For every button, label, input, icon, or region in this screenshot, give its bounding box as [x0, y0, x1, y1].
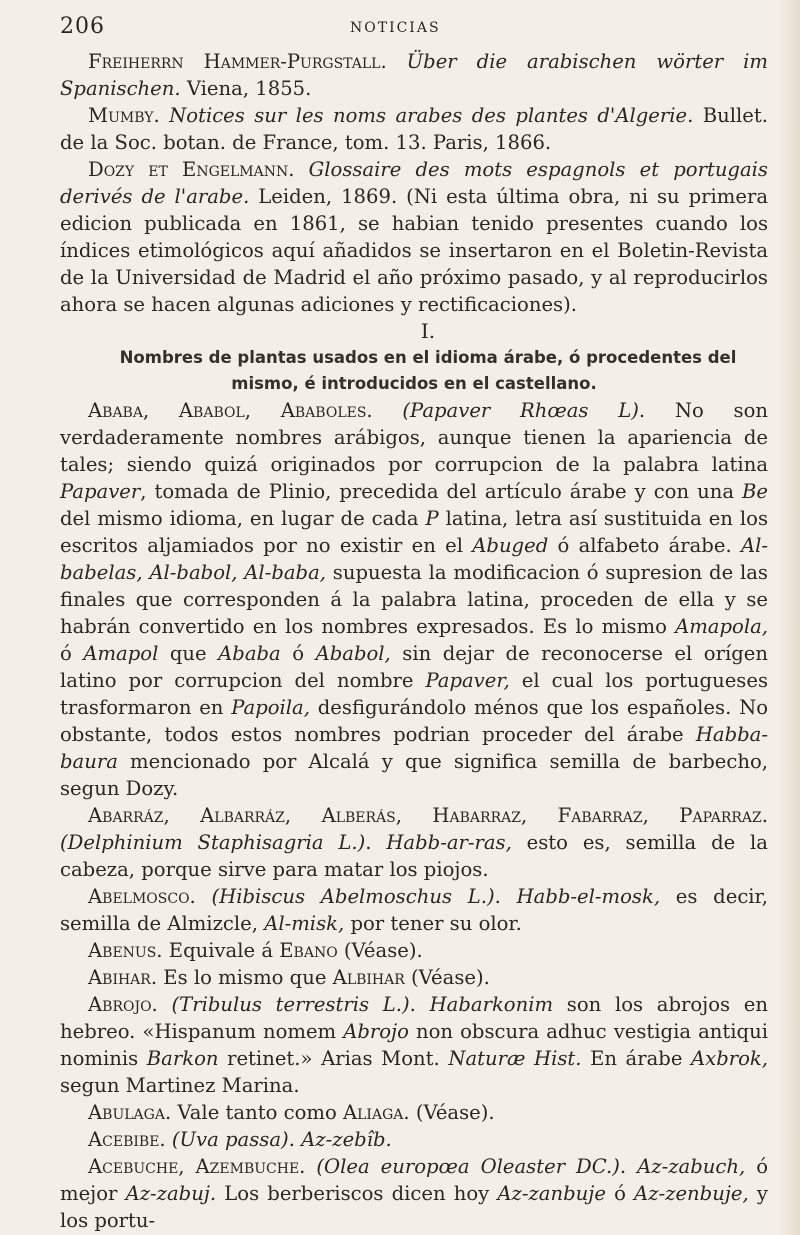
page-body [60, 48, 768, 1234]
section-number: I. [420, 319, 436, 343]
entry-abelmosco: Abelmosco. (Hibiscus Abelmoschus L.). Habb-el-mosk, es decir, semilla de Almizcle, Al-misk, por tener su olor. [60, 885, 768, 935]
entry-ababa: Ababa, Ababol, Ababoles. (Papaver Rhœas L). No son verdaderamente nombres arábigos, aunque tienen la apariencia de tales; siendo quizá originados por corrupcion de la palabra latina Papaver, tomada de Plinio, precedida del artículo árabe y con una Be del mismo idioma, en lugar de cada P latina, letra así sustituida en los escritos aljamiados por no existir en el Abuged ó alfabeto árabe. Al-babelas, Al-babol, Al-baba, supuesta la modificacion ó supresion de las finales que corresponden á la palabra latina, proceden de ella y se habrán convertido en los nombres expresados. Es lo mismo Amapola, ó Amapol que Ababa ó Ababol, sin dejar de reconocerse el orígen latino por corrupcion del nombre Papaver, el cual los portugueses trasformaron en Papoila, desfigurándolo ménos que los españoles. No obstante, todos estos nombres podrian proceder del árabe Habba-baura mencionado por Alcalá y que significa semilla de barbecho, segun Dozy. [60, 399, 769, 800]
running-head: NOTICIAS [350, 20, 441, 36]
entry-abarraz: Abarráz, Albarráz, Alberás, Habarraz, Fabarraz, Paparraz. (Delphinium Staphisagria L.). Habb-ar-ras, esto es, semilla de la cabeza, porque sirve para matar los piojos. [60, 804, 768, 881]
entry-abenus: Abenus. Equivale á Ebano (Véase). [88, 939, 423, 962]
reference-entry: Mumby. Notices sur les noms arabes des plantes d'Algerie. Bullet. de la Soc. botan. de France, tom. 13. Paris, 1866. [60, 104, 768, 154]
entry-abihar: Abihar. Es lo mismo que Albihar (Véase). [88, 966, 490, 989]
page-header [60, 14, 760, 44]
entry-acebibe: Acebibe. (Uva passa). Az-zebîb. [88, 1128, 392, 1151]
reference-entry: Dozy et Engelmann. Glossaire des mots espagnols et portugais derivés de l'arabe. Leiden, 1869. (Ni esta última obra, ni su primera edicion publicada en 1861, se habian tenido presentes cuando los índices etimológicos aquí añadidos se insertaron en el Boletin-Revista de la Universidad de Madrid el año próximo pasado, y al reproducirlos ahora se hacen algunas adiciones y rectificaciones). [60, 158, 768, 316]
entry-abulaga: Abulaga. Vale tanto como Aliaga. (Véase). [88, 1101, 495, 1124]
page-number: 206 [60, 14, 105, 39]
reference-entry: Freiherrn Hammer-Purgstall. Über die arabischen wörter im Spanischen. Viena, 1855. [60, 50, 768, 100]
entry-acebuche: Acebuche, Azembuche. (Olea europœa Oleaster DC.). Az-zabuch, ó mejor Az-zabuj. Los berberiscos dicen hoy Az-zanbuje ó Az-zenbuje, y los portu- [60, 1155, 768, 1232]
entry-abrojo: Abrojo. (Tribulus terrestris L.). Habarkonim son los abrojos en hebreo. «Hispanum nomem Abrojo non obscura adhuc vestigia antiqui nominis Barkon retinet.» Arias Mont. Naturæ Hist. En árabe Axbrok, segun Martinez Marina. [60, 993, 769, 1097]
section-heading: Nombres de plantas usados en el idioma árabe, ó procedentes del mismo, é introducidos en el castellano. [119, 348, 737, 393]
page-edge-shadow [778, 0, 800, 1235]
